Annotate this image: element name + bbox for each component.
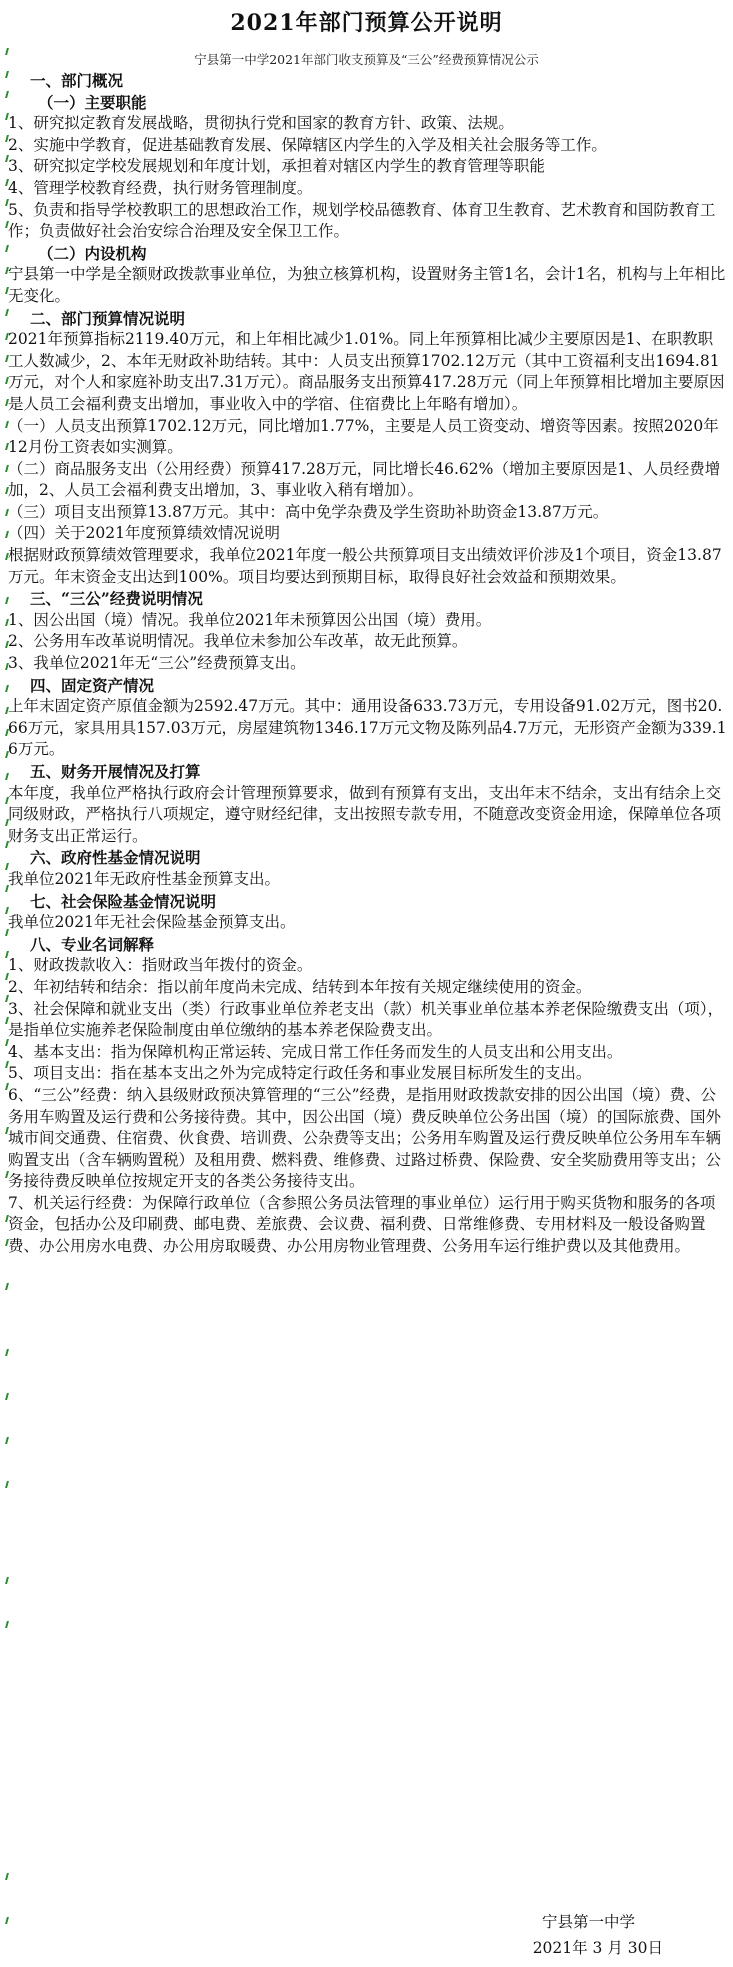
paragraph: 2、公务用车改革说明情况。我单位未参加公车改革，故无此预算。	[8, 632, 468, 651]
margin-mark	[5, 1621, 13, 1628]
section-heading: 三、“三公”经费说明情况	[30, 589, 203, 609]
section-heading: 八、专业名词解释	[30, 934, 155, 954]
paragraph: 我单位2021年无社会保险基金预算支出。	[8, 913, 296, 932]
margin-mark	[5, 1481, 13, 1488]
paragraph: 6、“三公”经费：纳入县级财政预决算管理的“三公”经费，是指用财政拨款安排的因公出国（境）费、公务用车购置及运行费和公务接待费。其中，因公出国（境）费反映单位公务出国（境）的国际旅费、国外城市间交通费、住宿费、伙食费、培训费、公杂费等支出；公务用车购置及运行费反映单位公务用车车辆购置支出（含车辆购置税）及租用费、燃料费、维修费、过路过桥费、保险费、安全奖励费用等支出；公务接待费反映单位按规定开支的各类公务接待支出。	[8, 1085, 722, 1191]
paragraph: 4、基本支出：指为保障机构正常运转、完成日常工作任务而发生的人员支出和公用支出。	[8, 1042, 623, 1061]
section-heading: 五、财务开展情况及打算	[30, 762, 201, 781]
paragraph: （二）商品服务支出（公用经费）预算417.28万元，同比增长46.62%（增加主要原因是1、人员经费增加，2、人员工会福利费支出增加，3、事业收入稍有增加）。	[8, 459, 721, 500]
paragraph: 宁县第一中学是全额财政拨款事业单位，为独立核算机构，设置财务主管1名，会计1名，机构与上年相比无变化。	[8, 265, 726, 305]
paragraph: 7、机关运行经费：为保障行政单位（含参照公务员法管理的事业单位）运行用于购买货物和服务的各项资金，包括办公及印刷费、邮电费、差旅费、会议费、福利费、日常维修费、专用材料及一般设备购置费、办公用房水电费、办公用房取暖费、办公用房物业管理费、公务用车运行维护费以及其他费用。	[8, 1193, 716, 1256]
subsection-heading: （二）内设机构	[38, 243, 147, 263]
paragraph: 上年末固定资产原值金额为2592.47万元。其中：通用设备633.73万元，专用设备91.02万元，图书20.66万元，家具用具157.03万元，房屋建筑物1346.17万元文物及陈列品4.7万元，无形资产金额为339.16万元。	[8, 697, 727, 759]
section-heading: 四、固定资产情况	[30, 675, 155, 695]
section-heading: 一、部门概况	[30, 71, 124, 90]
document-subtitle: 宁县第一中学2021年部门收支预算及“三公”经费预算情况公示	[194, 52, 539, 67]
signature-date: 2021年 3 月 30日	[532, 1939, 663, 1957]
signature-org: 宁县第一中学	[541, 1913, 635, 1931]
paragraph: 3、我单位2021年无“三公”经费预算支出。	[8, 654, 306, 673]
paragraph: （一）人员支出预算1702.12万元，同比增加1.77%，主要是人员工资变动、增资等因素。按照2020年12月份工资表如实测算。	[8, 416, 719, 457]
paragraph: 1、因公出国（境）情况。我单位2021年未预算因公出国（境）费用。	[8, 610, 492, 629]
margin-mark	[5, 1349, 13, 1356]
paragraph: 本年度，我单位严格执行政府会计管理预算要求，做到有预算有支出，支出年末不结余，支出有结余上交同级财政，严格执行八项规定，遵守财经纪律，支出按照专款专用，不随意改变资金用途，保障单位各项财务支出正常运行。	[8, 783, 722, 845]
paragraph: 2、实施中学教育，促进基础教育发展、保障辖区内学生的入学及相关社会服务等工作。	[8, 135, 607, 154]
section-heading: 七、社会保险基金情况说明	[30, 891, 217, 911]
paragraph: （四）关于2021年度预算绩效情况说明	[8, 524, 280, 543]
paragraph: （三）项目支出预算13.87万元。其中：高中免学杂费及学生资助补助资金13.87万元。	[8, 502, 609, 521]
section-heading: 六、政府性基金情况说明	[30, 848, 201, 868]
paragraph: 5、负责和指导学校教职工的思想政治工作，规划学校品德教育、体育卫生教育、艺术教育和国防教育工作；负责做好社会治安综合治理及安全保卫工作。	[8, 200, 716, 241]
paragraph: 我单位2021年无政府性基金预算支出。	[8, 869, 280, 888]
paragraph: 3、社会保障和就业支出（类）行政事业单位养老支出（款）机关事业单位基本养老保险缴费支出（项），是指单位实施养老保险制度由单位缴纳的基本养老保险费支出。	[8, 999, 724, 1040]
paragraph: 1、财政拨款收入：指财政当年拨付的资金。	[8, 956, 313, 975]
paragraph: 1、研究拟定教育发展战略，贯彻执行党和国家的教育方针、政策、法规。	[8, 114, 514, 133]
paragraph: 4、管理学校教育经费，执行财务管理制度。	[8, 178, 313, 197]
margin-mark	[5, 1577, 13, 1584]
margin-mark	[5, 1437, 13, 1444]
subsection-heading: （一）主要职能	[38, 92, 147, 112]
paragraph: 根据财政预算绩效管理要求，我单位2021年度一般公共预算项目支出绩效评价涉及1个项目，资金13.87万元。年末资金支出达到100%。项目均要达到预期目标，取得良好社会效益和预期效果。	[8, 546, 722, 586]
margin-mark	[5, 1873, 13, 1880]
document-title: 2021年部门预算公开说明	[230, 10, 503, 36]
section-heading: 二、部门预算情况说明	[30, 308, 186, 328]
document-body	[8, 70, 728, 1258]
paragraph: 2021年预算指标2119.40万元，和上年相比减少1.01%。同上年预算相比减少主要原因是1、在职教职工人数减少，2、本年无财政补助结转。其中：人员支出预算1702.12万元（其中工资福利支出1694.81万元，对个人和家庭补助支出7.31万元）。商品服务支出预算417.28万元（同上年预算相比增加主要原因是人员工会福利费支出增加，事业收入中的学宿、住宿费比上年略有增加）。	[8, 330, 725, 413]
paragraph: 5、项目支出：指在基本支出之外为完成特定行政任务和事业发展目标所发生的支出。	[8, 1064, 592, 1083]
margin-mark	[5, 1393, 13, 1400]
margin-mark	[5, 1283, 13, 1290]
paragraph: 2、年初结转和结余：指以前年度尚未完成、结转到本年按有关规定继续使用的资金。	[8, 977, 592, 996]
paragraph: 3、研究拟定学校发展规划和年度计划，承担着对辖区内学生的教育管理等职能	[8, 157, 545, 176]
margin-mark	[5, 1917, 13, 1924]
